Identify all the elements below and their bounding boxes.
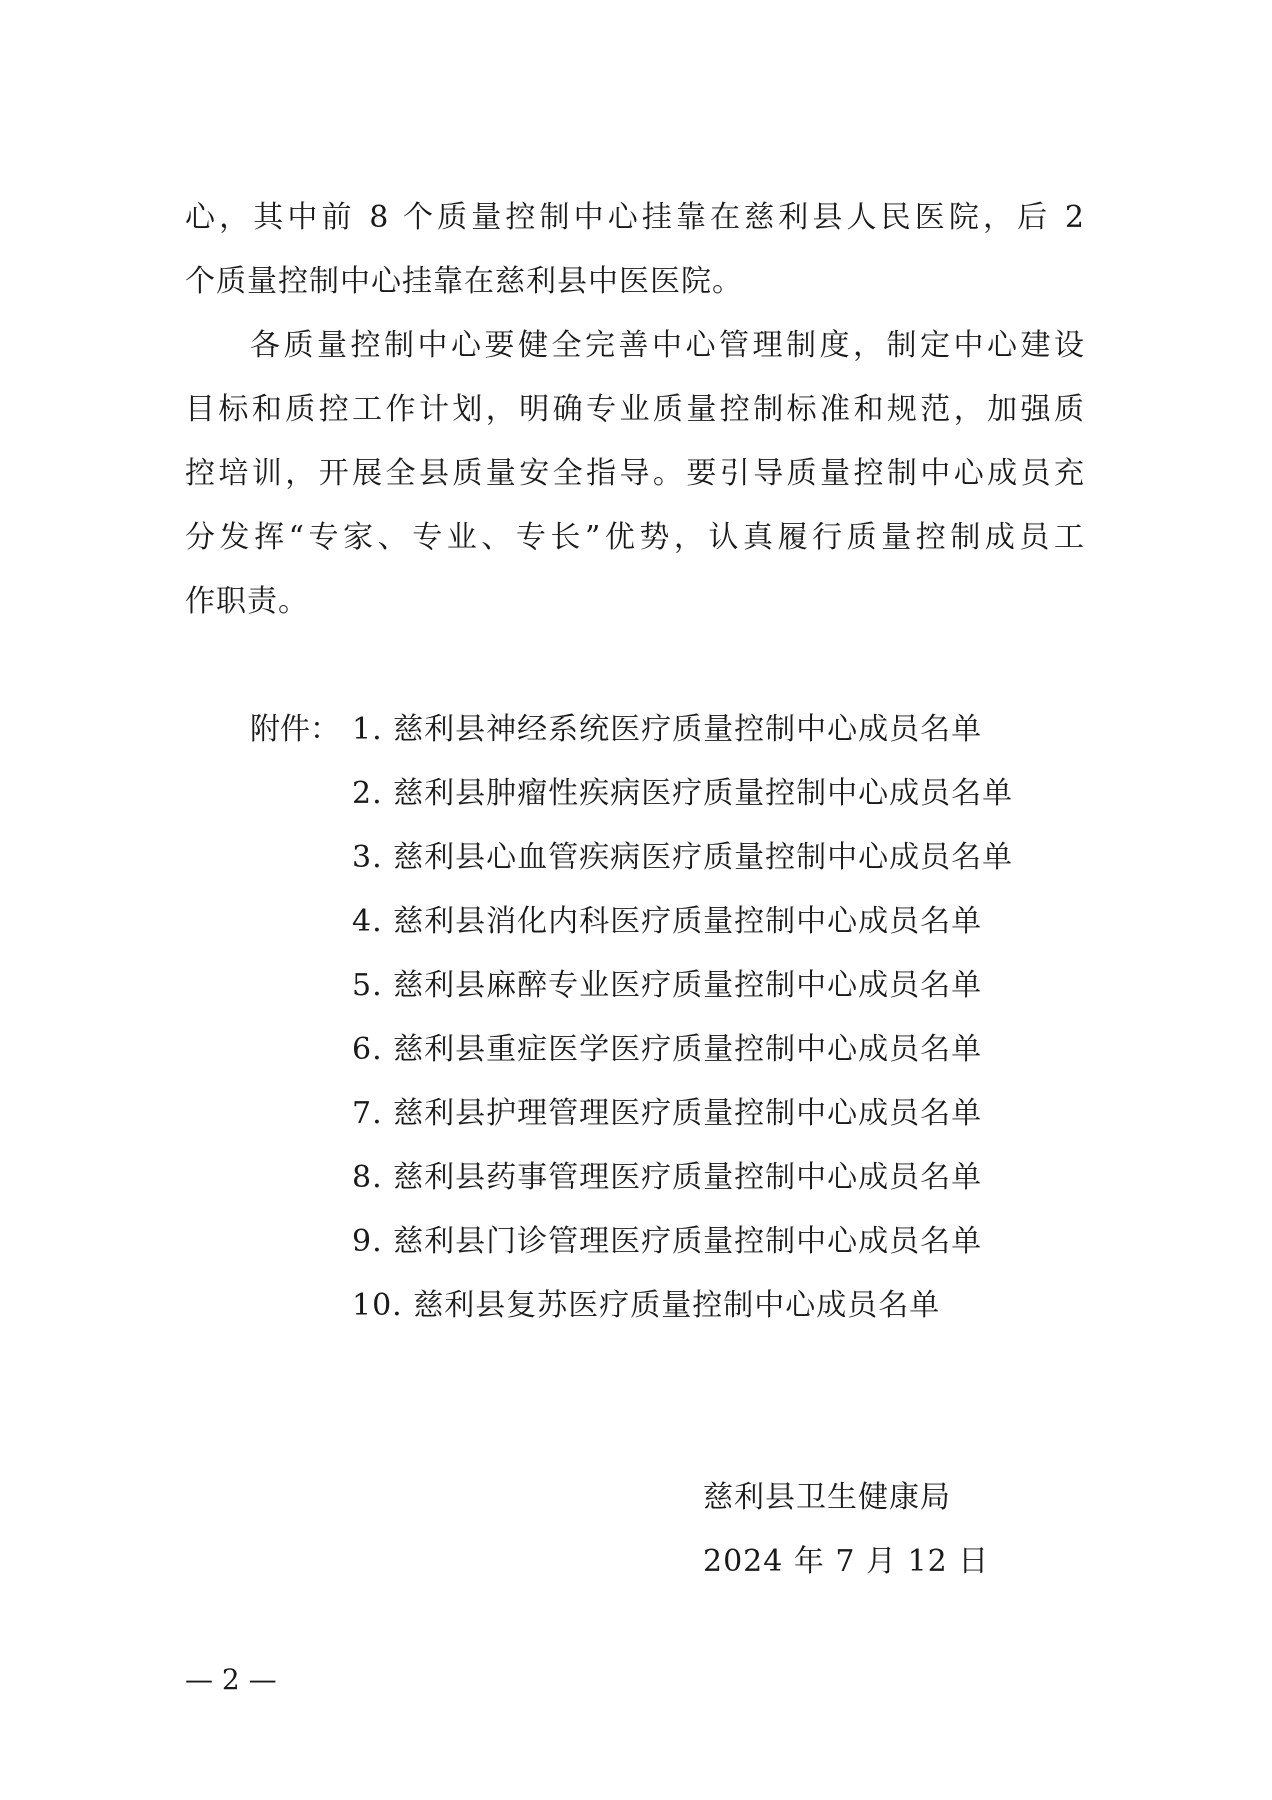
attachment-item-10: 10. 慈利县复苏医疗质量控制中心成员名单: [352, 1288, 941, 1323]
attachment-item-2: 2. 慈利县肿瘤性疾病医疗质量控制中心成员名单: [352, 776, 1014, 811]
body-line-2: 个质量控制中心挂靠在慈利县中医医院。: [185, 264, 743, 299]
attachment-item-5: 5. 慈利县麻醉专业医疗质量控制中心成员名单: [352, 968, 983, 1003]
signature-organization: 慈利县卫生健康局: [703, 1480, 951, 1515]
attachment-item-7: 7. 慈利县护理管理医疗质量控制中心成员名单: [352, 1096, 983, 1131]
body-line-1: 心，其中前 8 个质量控制中心挂靠在慈利县人民医院，后 2: [185, 200, 1085, 235]
body-line-3: 各质量控制中心要健全完善中心管理制度，制定中心建设: [250, 328, 1085, 363]
attachment-item-3: 3. 慈利县心血管疾病医疗质量控制中心成员名单: [352, 840, 1014, 875]
body-line-7: 作职责。: [185, 584, 309, 619]
attachment-item-8: 8. 慈利县药事管理医疗质量控制中心成员名单: [352, 1160, 983, 1195]
attachment-item-1: 1. 慈利县神经系统医疗质量控制中心成员名单: [352, 712, 983, 747]
signature-date: 2024 年 7 月 12 日: [703, 1544, 990, 1579]
attachment-item-4: 4. 慈利县消化内科医疗质量控制中心成员名单: [352, 904, 983, 939]
attachment-item-6: 6. 慈利县重症医学医疗质量控制中心成员名单: [352, 1032, 983, 1067]
body-line-6: 分发挥“专家、专业、专长”优势，认真履行质量控制成员工: [185, 520, 1085, 555]
attachments-label: 附件：: [250, 712, 340, 747]
page-number: — 2 —: [185, 1663, 277, 1696]
attachment-item-9: 9. 慈利县门诊管理医疗质量控制中心成员名单: [352, 1224, 983, 1259]
body-line-5: 控培训，开展全县质量安全指导。要引导质量控制中心成员充: [185, 456, 1085, 491]
body-line-4: 目标和质控工作计划，明确专业质量控制标准和规范，加强质: [185, 392, 1085, 427]
